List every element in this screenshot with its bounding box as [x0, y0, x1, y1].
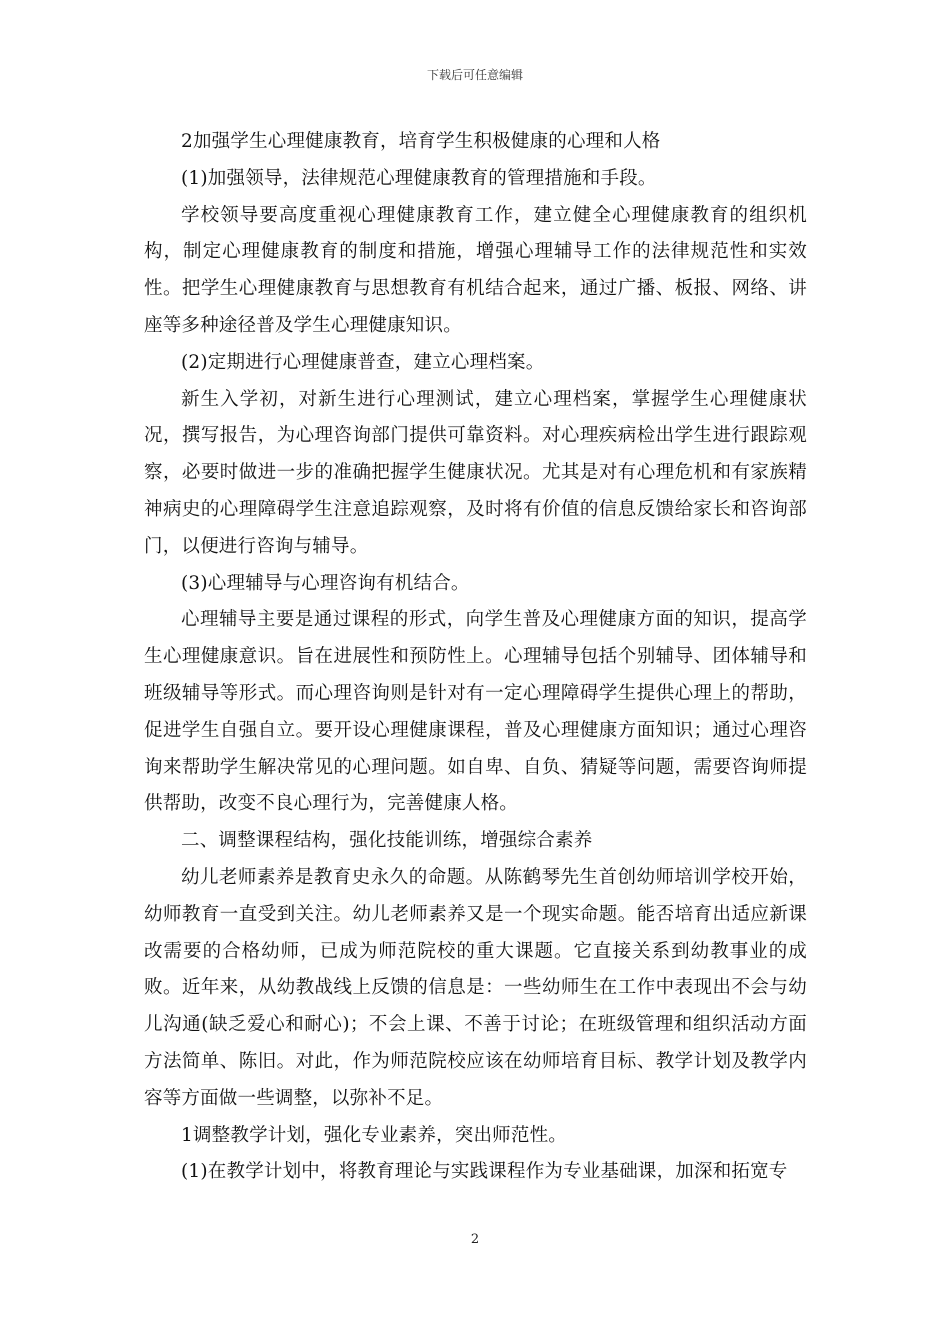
subheading-1-leadership: (1)加强领导，法律规范心理健康教育的管理措施和手段。: [181, 167, 657, 189]
subheading-3-counseling: (3)心理辅导与心理咨询有机结合。: [181, 572, 470, 594]
body-paragraph: 新生入学初，对新生进行心理测试，建立心理档案，掌握学生心理健康状况，撰写报告，为心理咨询部门提供可靠资料。对心理疾病检出学生进行跟踪观察，必要时做进一步的准确把握学生健康状况。尤其是对有心理危机和有家族精神病史的心理障碍学生注意追踪观察，及时将有价值的信息反馈给家长和咨询部门，以便进行咨询与辅导。: [144, 388, 807, 557]
page-number: 2: [470, 1232, 480, 1247]
body-paragraph: 心理辅导主要是通过课程的形式，向学生普及心理健康方面的知识，提高学生心理健康意识。旨在进展性和预防性上。心理辅导包括个别辅导、团体辅导和班级辅导等形式。而心理咨询则是针对有一定心理障碍学生提供心理上的帮助，促进学生自强自立。要开设心理健康课程，普及心理健康方面知识；通过心理咨询来帮助学生解决常见的心理问题。如自卑、自负、猜疑等问题，需要咨询师提供帮助，改变不良心理行为，完善健康人格。: [144, 609, 807, 815]
document-body: [144, 124, 807, 1191]
heading-2-psychological-education: 2加强学生心理健康教育，培育学生积极健康的心理和人格: [181, 131, 661, 152]
body-paragraph: 学校领导要高度重视心理健康教育工作，建立健全心理健康教育的组织机构，制定心理健康教育的制度和措施，增强心理辅导工作的法律规范性和实效性。把学生心理健康教育与思想教育有机结合起来，通过广播、板报、网络、讲座等多种途径普及学生心理健康知识。: [144, 204, 807, 336]
body-paragraph: 幼儿老师素养是教育史永久的命题。从陈鹤琴先生首创幼师培训学校开始，幼师教育一直受到关注。幼儿老师素养又是一个现实命题。能否培育出适应新课改需要的合格幼师，已成为师范院校的重大课题。它直接关系到幼教事业的成败。近年来，从幼教战线上反馈的信息是：一些幼师生在工作中表现出不会与幼儿沟通(缺乏爱心和耐心)；不会上课、不善于讨论；在班级管理和组织活动方面方法简单、陈旧。对此，作为师范院校应该在幼师培育目标、教学计划及教学内容等方面做一些调整，以弥补不足。: [144, 866, 807, 1109]
section-heading-course-structure: 二、调整课程结构，强化技能训练，增强综合素养: [181, 830, 593, 852]
heading-1-teaching-plan: 1调整教学计划，强化专业素养，突出师范性。: [181, 1124, 567, 1146]
body-paragraph-continued: (1)在教学计划中，将教育理论与实践课程作为专业基础课，加深和拓宽专: [181, 1161, 788, 1183]
page-header: 下载后可任意编辑: [426, 68, 523, 82]
subheading-2-health-survey: (2)定期进行心理健康普查，建立心理档案。: [181, 351, 545, 373]
